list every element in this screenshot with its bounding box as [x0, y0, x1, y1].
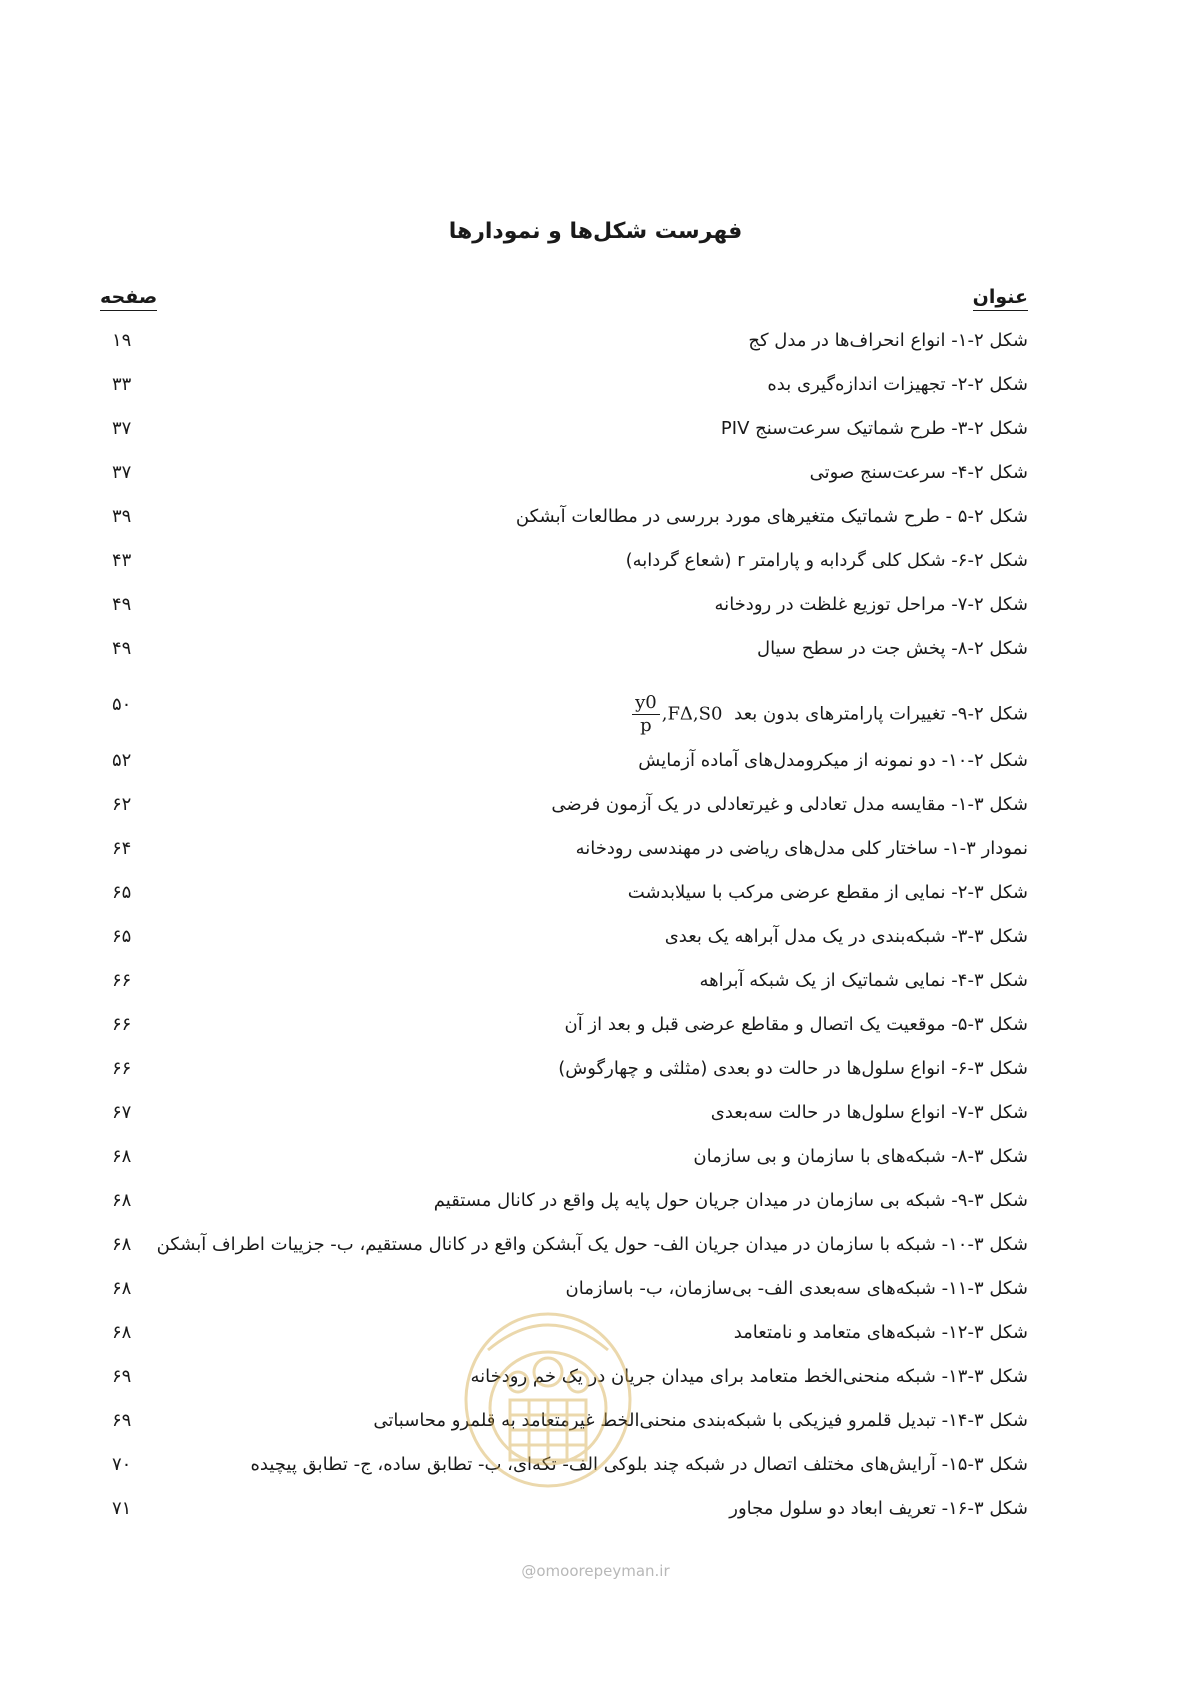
entry-title: شکل ۲-۳- طرح شماتیک سرعت‌سنج PIV: [720, 418, 1028, 439]
entry-page-number: ۳۷: [112, 418, 132, 439]
column-header-title: عنوان: [973, 284, 1028, 311]
toc-entry[interactable]: [100, 320, 1028, 364]
entry-page-number: ۶۶: [112, 1058, 132, 1079]
toc-entry[interactable]: [100, 1092, 1028, 1136]
entry-page-number: ۶۶: [112, 970, 132, 991]
entry-title: شکل ۳-۱۱- شبکه‌های سه‌بعدی الف- بی‌سازمان، ب- باسازمان: [565, 1278, 1028, 1299]
toc-entry[interactable]: [100, 828, 1028, 872]
entry-title: شکل ۳-۹- شبکه بی سازمان در میدان جریان حول پایه پل واقع در کانال مستقیم: [433, 1190, 1028, 1211]
entry-title: شکل ۳-۱۲- شبکه‌های متعامد و نامتعامد: [733, 1322, 1028, 1343]
entry-title: شکل ۲-۸- پخش جت در سطح سیال: [757, 638, 1028, 659]
watermark-url: @omoorepeyman.ir: [521, 1562, 670, 1580]
entry-title: شکل ۳-۷- انواع سلول‌ها در حالت سه‌بعدی: [710, 1102, 1028, 1123]
entry-page-number: ۷۰: [112, 1454, 132, 1475]
toc-entry[interactable]: [100, 452, 1028, 496]
entry-title: شکل ۲-۲- تجهیزات اندازه‌گیری بده: [767, 374, 1028, 395]
toc-entry[interactable]: [100, 628, 1028, 672]
entry-page-number: ۶۵: [112, 882, 132, 903]
entry-title: شکل ۲-۹- تغییرات پارامترهای بدون بعد: [734, 703, 1028, 725]
entry-title-with-formula: [632, 692, 1028, 737]
entry-page-number: ۴۳: [112, 550, 132, 571]
entry-title: شکل ۳-۱۳- شبکه منحنی‌الخط متعامد برای میدان جریان در یک خم رودخانه: [470, 1366, 1028, 1387]
entry-title: شکل ۳-۳- شبکه‌بندی در یک مدل آبراهه یک بعدی: [664, 926, 1028, 947]
entry-page-number: ۵۰: [112, 694, 132, 715]
toc-entry[interactable]: [100, 1268, 1028, 1312]
entry-title: شکل ۲-۶- شکل کلی گردابه و پارامتر r (شعاع گردابه): [625, 550, 1028, 571]
entry-title: شکل ۲-۷- مراحل توزیع غلظت در رودخانه: [714, 594, 1028, 615]
entry-title: شکل ۲-۱- انواع انحراف‌ها در مدل کج: [748, 330, 1028, 351]
formula: [632, 692, 722, 737]
toc-entry[interactable]: [100, 872, 1028, 916]
toc-entry[interactable]: [100, 916, 1028, 960]
entry-title: شکل ۳-۱۴- تبدیل قلمرو فیزیکی با شبکه‌بندی منحنی‌الخط غیرمتعامد به قلمرو محاسباتی: [373, 1410, 1028, 1431]
column-header-page: صفحه: [100, 284, 157, 311]
entry-page-number: ۴۹: [112, 594, 132, 615]
entry-title: شکل ۳-۱۰- شبکه با سازمان در میدان جریان الف- حول یک آبشکن واقع در کانال مستقیم، ب- جزییات اطراف آبشکن: [156, 1234, 1028, 1255]
entry-page-number: ۶۶: [112, 1014, 132, 1035]
entry-title: شکل ۳-۱- مقایسه مدل تعادلی و غیرتعادلی در یک آزمون فرضی: [551, 794, 1028, 815]
entry-title: شکل ۲-۴- سرعت‌سنج صوتی: [809, 462, 1028, 483]
entry-page-number: ۵۲: [112, 750, 132, 771]
toc-header: [100, 280, 1028, 316]
page-title: فهرست شکل‌ها و نمودارها: [448, 219, 743, 244]
entry-title: شکل ۲-۱۰- دو نمونه از میکرومدل‌های آماده آزمایش: [638, 750, 1028, 771]
entry-page-number: ۶۹: [112, 1366, 132, 1387]
entry-page-number: ۶۹: [112, 1410, 132, 1431]
entry-page-number: ۶۵: [112, 926, 132, 947]
entry-page-number: ۶۸: [112, 1146, 132, 1167]
entry-page-number: ۳۳: [112, 374, 132, 395]
entry-page-number: ۶۸: [112, 1190, 132, 1211]
entry-page-number: ۱۹: [112, 330, 132, 351]
entry-title: شکل ۳-۱۶- تعریف ابعاد دو سلول مجاور: [729, 1498, 1028, 1519]
entry-page-number: ۶۸: [112, 1278, 132, 1299]
entry-page-number: ۳۷: [112, 462, 132, 483]
toc-entry[interactable]: [100, 1004, 1028, 1048]
entry-page-number: ۷۱: [112, 1498, 132, 1519]
toc-entry[interactable]: [100, 1400, 1028, 1444]
entry-page-number: ۶۷: [112, 1102, 132, 1123]
entry-page-number: ۶۸: [112, 1234, 132, 1255]
entry-page-number: ۴۹: [112, 638, 132, 659]
toc-entry[interactable]: [100, 960, 1028, 1004]
toc-entry[interactable]: [100, 1048, 1028, 1092]
toc-entry[interactable]: [100, 540, 1028, 584]
toc-entry[interactable]: [100, 1224, 1028, 1268]
entry-title: شکل ۳-۱۵- آرایش‌های مختلف اتصال در شبکه چند بلوکی الف- تکه‌ای، ب- تطابق ساده، ج- تطابق پیچیده: [250, 1454, 1028, 1475]
toc-entry[interactable]: [100, 364, 1028, 408]
toc-entry[interactable]: [100, 672, 1028, 740]
entry-title: شکل ۳-۸- شبکه‌های با سازمان و بی سازمان: [693, 1146, 1028, 1167]
toc-entry[interactable]: [100, 496, 1028, 540]
entry-page-number: ۳۹: [112, 506, 132, 527]
fraction: [632, 692, 660, 737]
toc-entry[interactable]: [100, 1444, 1028, 1488]
toc-entry[interactable]: [100, 784, 1028, 828]
entry-page-number: ۶۸: [112, 1322, 132, 1343]
toc-entry[interactable]: [100, 740, 1028, 784]
toc-entry[interactable]: [100, 1356, 1028, 1400]
toc-entry[interactable]: [100, 1488, 1028, 1532]
fraction-numerator: y0: [632, 692, 660, 715]
toc-entry[interactable]: [100, 1136, 1028, 1180]
entry-title: شکل ۳-۶- انواع سلول‌ها در حالت دو بعدی (مثلثی و چهارگوش): [558, 1058, 1028, 1079]
entry-page-number: ۶۴: [112, 838, 132, 859]
entry-title: شکل ۳-۵- موقعیت یک اتصال و مقاطع عرضی قبل و بعد از آن: [564, 1014, 1028, 1035]
toc-entry[interactable]: [100, 408, 1028, 452]
toc-entry[interactable]: [100, 1312, 1028, 1356]
toc-list: [100, 320, 1028, 1532]
toc-entry[interactable]: [100, 1180, 1028, 1224]
fraction-denominator: p: [640, 715, 652, 736]
entry-page-number: ۶۲: [112, 794, 132, 815]
entry-title: شکل ۲-۵ - طرح شماتیک متغیرهای مورد بررسی در مطالعات آبشکن: [515, 506, 1028, 527]
toc-entry[interactable]: [100, 584, 1028, 628]
entry-title: شکل ۳-۴- نمایی شماتیک از یک شبکه آبراهه: [699, 970, 1028, 991]
entry-title: نمودار ۳-۱- ساختار کلی مدل‌های ریاضی در مهندسی رودخانه: [575, 838, 1028, 859]
entry-title: شکل ۳-۲- نمایی از مقطع عرضی مرکب با سیلابدشت: [627, 882, 1028, 903]
formula-params: ,FΔ,S0: [661, 703, 723, 725]
